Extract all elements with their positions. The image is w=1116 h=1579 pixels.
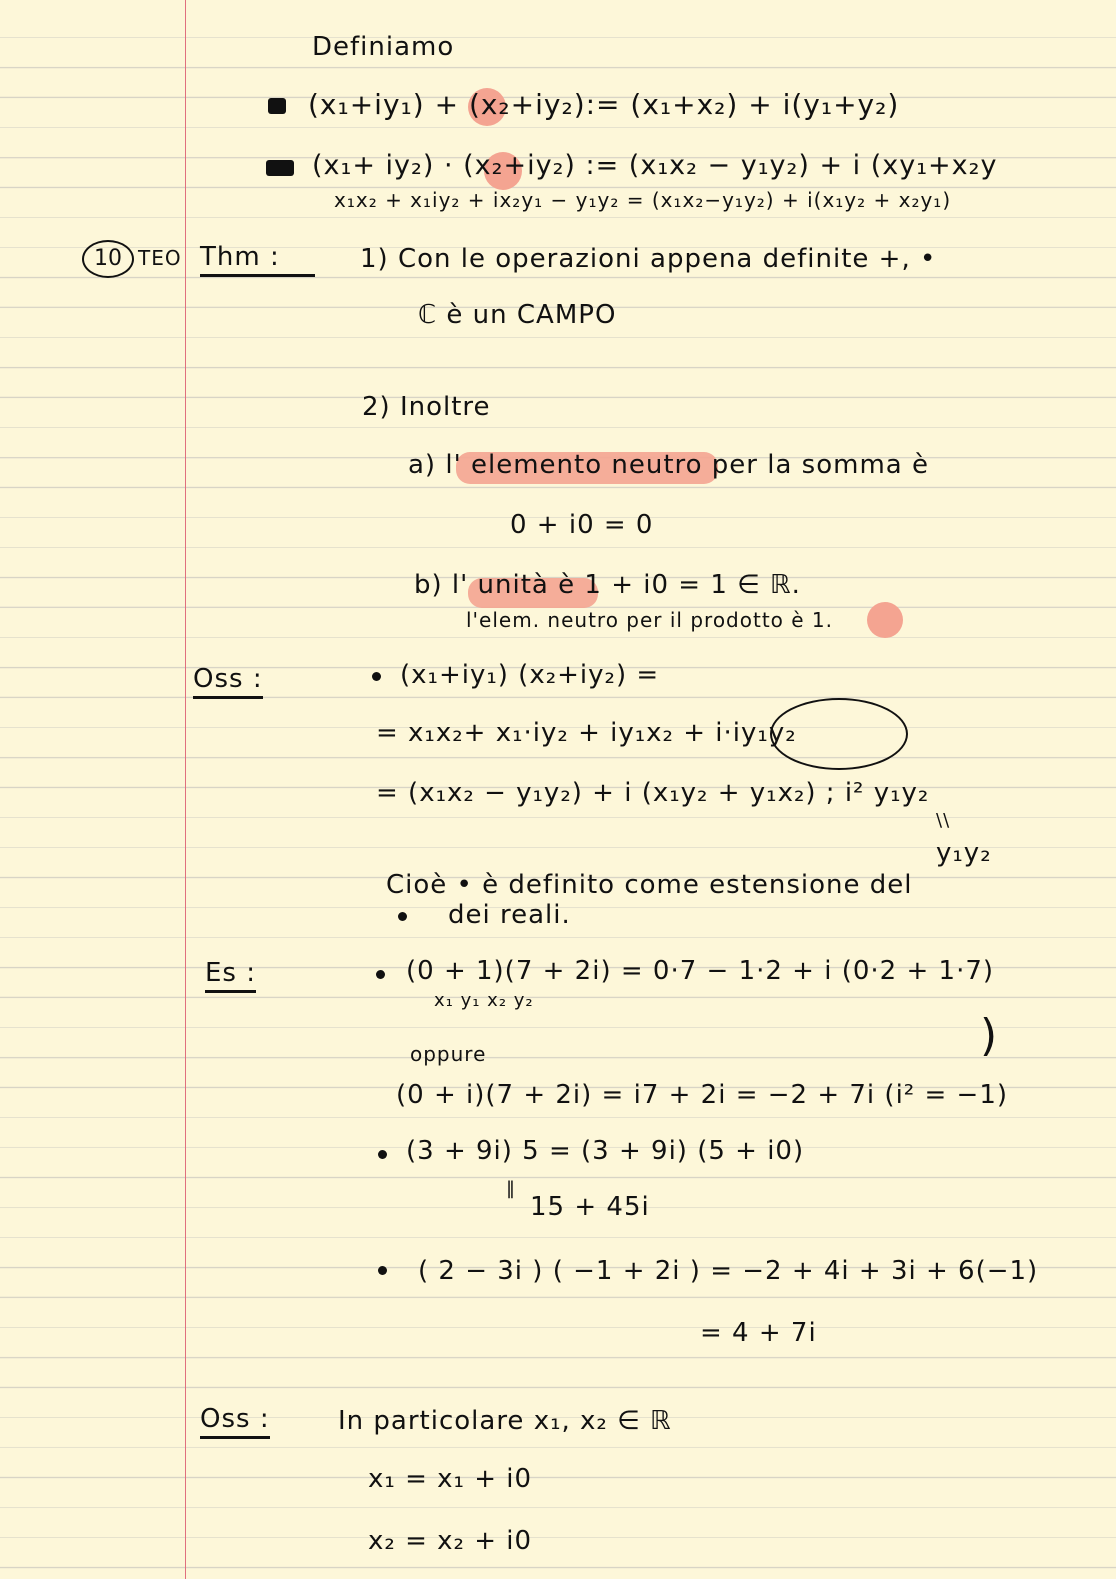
theorem-zero: 0 + i0 = 0 <box>510 510 654 540</box>
bullet <box>266 160 294 176</box>
bullet <box>378 1266 387 1275</box>
oss-line-2: = x₁x₂+ x₁·iy₂ + iy₁x₂ + i·iy₁y₂ <box>376 718 797 748</box>
product-expansion: x₁x₂ + x₁iy₂ + ix₂y₁ − y₁y₂ = (x₁x₂−y₁y₂) + i(x₁y₂ + x₂y₁) <box>334 188 952 212</box>
theorem-prefix: TEO <box>138 246 182 270</box>
example-4: ( 2 − 3i ) ( −1 + 2i ) = −2 + 4i + 3i + 6(−1) <box>418 1256 1039 1286</box>
theorem-label: Thm : <box>200 242 315 277</box>
example-4-result: = 4 + 7i <box>700 1318 817 1348</box>
product-definition: (x₁+ iy₂) · (x₂+iy₂) := (x₁x₂ − y₁y₂) + i (xy₁+x₂y <box>312 150 998 181</box>
example-2: (0 + i)(7 + 2i) = i7 + 2i = −2 + 7i (i² = −1) <box>396 1080 1008 1110</box>
oss2-line-3: x₂ = x₂ + i0 <box>368 1526 533 1556</box>
bullet <box>372 672 381 681</box>
theorem-statement-2: 2) Inoltre <box>362 392 491 422</box>
bullet <box>376 970 385 979</box>
theorem-statement-2a: a) l' elemento neutro per la somma è <box>408 450 929 480</box>
theorem-statement-2b: b) l' unità è 1 + i0 = 1 ∈ ℝ. <box>414 570 801 600</box>
oss-line-4: y₁y₂ <box>936 838 992 868</box>
oss-label: Oss : <box>193 664 263 699</box>
bullet <box>378 1150 387 1159</box>
oss-line-3: = (x₁x₂ − y₁y₂) + i (x₁y₂ + y₁x₂) ; i² y₁y₂ <box>376 778 930 808</box>
heading-definiamo: Definiamo <box>312 32 455 62</box>
example-oppure: oppure <box>410 1042 487 1066</box>
example-3-equals: ‖ <box>506 1178 516 1199</box>
margin-line <box>185 0 186 1579</box>
oss2-label: Oss : <box>200 1404 270 1439</box>
example-1: (0 + 1)(7 + 2i) = 0·7 − 1·2 + i (0·2 + 1·7) <box>406 956 995 986</box>
example-3-result: 15 + 45i <box>530 1192 650 1222</box>
oss-equals-mark: \\ <box>936 810 951 831</box>
bullet <box>268 98 286 114</box>
one-highlight <box>867 602 903 638</box>
oss2-line-1: In particolare x₁, x₂ ∈ ℝ <box>338 1406 672 1436</box>
theorem-statement-1b: ℂ è un CAMPO <box>418 300 617 330</box>
sum-definition: (x₁+iy₁) + (x₂+iy₂):= (x₁+x₂) + i(y₁+y₂) <box>308 88 900 121</box>
example-3: (3 + 9i) 5 = (3 + 9i) (5 + i0) <box>406 1136 805 1166</box>
circled-term <box>770 698 908 770</box>
cioe-line-1: Cioè • è definito come estensione del <box>386 870 913 900</box>
oss-line-1: (x₁+iy₁) (x₂+iy₂) = <box>400 660 660 690</box>
theorem-unit-note: l'elem. neutro per il prodotto è 1. <box>466 608 834 632</box>
example-1-subscripts: x₁ y₁ x₂ y₂ <box>434 990 534 1011</box>
theorem-number: 10 <box>82 240 134 278</box>
bullet <box>398 912 407 921</box>
es-label: Es : <box>205 958 256 993</box>
bracket-mark: ) <box>980 1010 999 1061</box>
oss2-line-2: x₁ = x₁ + i0 <box>368 1464 533 1494</box>
theorem-statement-1: 1) Con le operazioni appena definite +, • <box>360 244 937 274</box>
cioe-line-2: dei reali. <box>448 900 571 930</box>
